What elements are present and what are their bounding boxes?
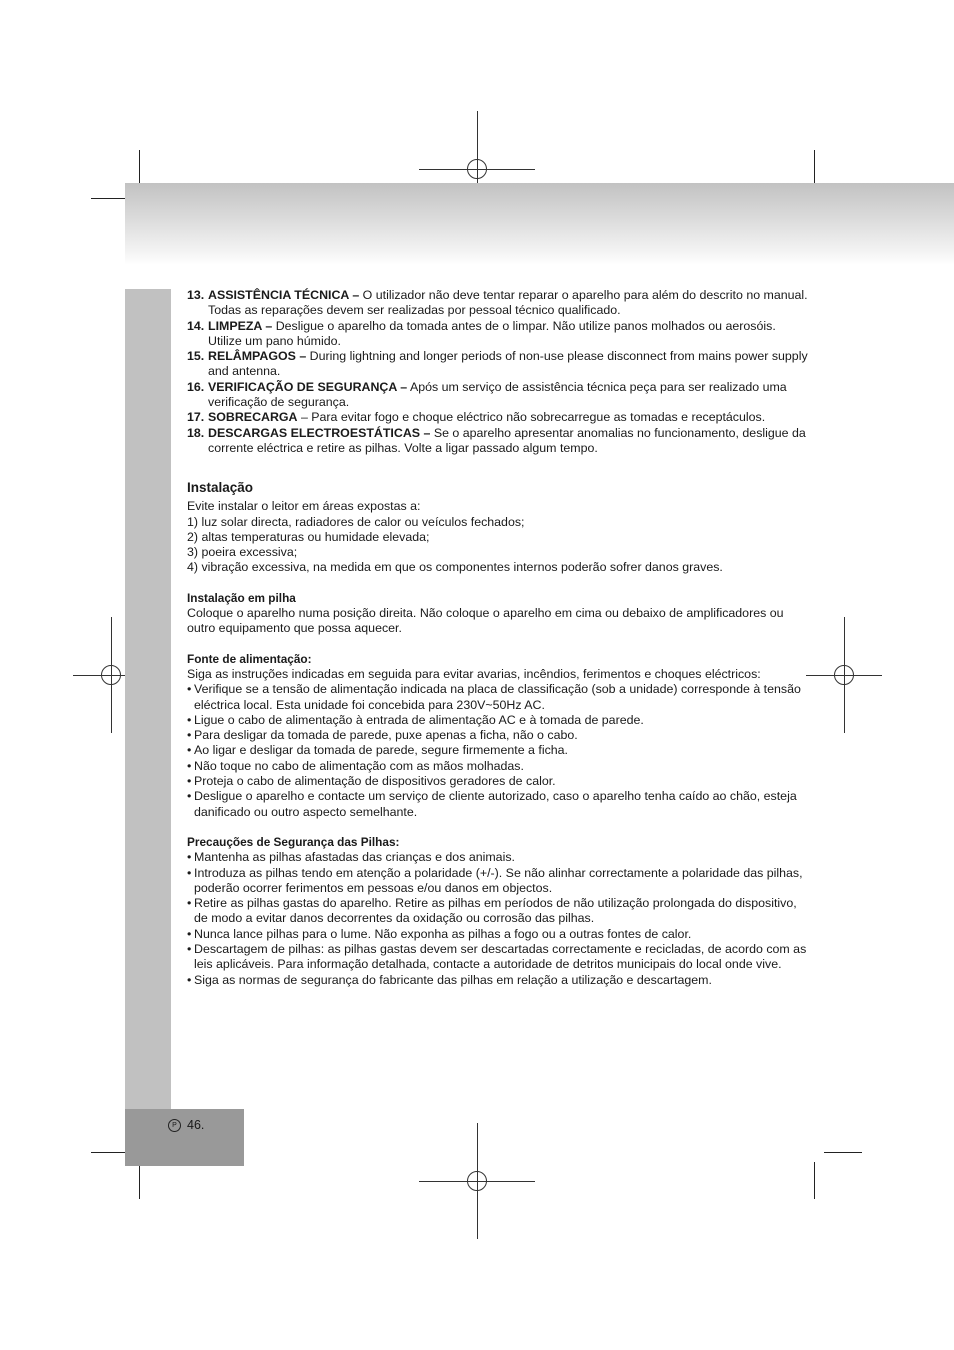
- registration-mark-bottom: [457, 1161, 497, 1201]
- stack-text: Coloque o aparelho numa posição direita. Não coloque o aparelho em cima ou debaixo de amplificadores ou outro equipamento que possa aquecer.: [187, 606, 784, 636]
- header-band: [125, 183, 954, 265]
- batteries-heading: Precauções de Segurança das Pilhas:: [187, 834, 400, 849]
- power-list: [187, 682, 809, 820]
- page-content: [187, 288, 809, 988]
- list-item: 2) altas temperaturas ou humidade elevada;: [187, 529, 430, 544]
- installation-heading: Instalação: [187, 480, 254, 496]
- list-item: • Verifique se a tensão de alimentação indicada na placa de classificação (sob a unidade) corresponde à tensão eléctrica local. Esta unidade foi concebida para 230V~50Hz AC.: [187, 682, 809, 713]
- list-item: • Ao ligar e desligar da tomada de parede, segure firmemente a ficha.: [187, 743, 809, 758]
- list-item: • Nunca lance pilhas para o lume. Não exponha as pilhas a fogo ou a outras fontes de calor.: [187, 927, 809, 942]
- power-intro: Siga as instruções indicadas em seguida para evitar avarias, incêndios, ferimentos e choques eléctricos:: [187, 666, 761, 681]
- batteries-list: [187, 850, 809, 988]
- list-item: 14. LIMPEZA – Desligue o aparelho da tomada antes de o limpar. Não utilize panos molhados ou aerosóis. Utilize um pano húmido.: [187, 318, 776, 348]
- list-item: 18. DESCARGAS ELECTROESTÁTICAS – Se o aparelho apresentar anomalias no funcionamento, desligue da corrente eléctrica e retire as pilhas. Volte a ligar passado algum tempo.: [187, 425, 806, 455]
- list-item: 16. VERIFICAÇÃO DE SEGURANÇA – Após um serviço de assistência técnica peça para ser realizado uma verificação de segurança.: [187, 379, 787, 410]
- list-item: • Ligue o cabo de alimentação à entrada de alimentação AC e à tomada de parede.: [187, 713, 809, 728]
- page-number-text: 46.: [187, 1118, 205, 1132]
- list-item: 1) luz solar directa, radiadores de calor ou veículos fechados;: [187, 514, 525, 529]
- crop-mark: [139, 1162, 140, 1199]
- list-item: 13. ASSISTÊNCIA TÉCNICA – O utilizador não deve tentar reparar o aparelho para além do descrito no manual. Todas as reparações devem ser realizadas por pessoal técnico qualificado.: [187, 288, 808, 318]
- list-item: • Retire as pilhas gastas do aparelho. Retire as pilhas em períodos de não utilização prolongada do dispositivo, de modo a evitar danos decorrentes da oxidação ou corrosão das pilhas.: [187, 896, 809, 927]
- installation-intro: Evite instalar o leitor em áreas expostas a:: [187, 499, 421, 514]
- side-bar: [125, 289, 171, 1109]
- list-item: • Não toque no cabo de alimentação com as mãos molhadas.: [187, 759, 809, 774]
- crop-mark: [814, 1162, 815, 1199]
- list-item: • Proteja o cabo de alimentação de dispositivos geradores de calor.: [187, 774, 809, 789]
- list-item: 3) poeira excessiva;: [187, 545, 298, 560]
- registration-mark-right: [824, 655, 864, 695]
- language-badge: P: [168, 1119, 181, 1132]
- list-item: • Desligue o aparelho e contacte um serviço de cliente autorizado, caso o aparelho tenha caído ao chão, esteja danificado ou outro aspecto semelhante.: [187, 789, 809, 820]
- list-item: • Introduza as pilhas tendo em atenção a polaridade (+/-). Se não alinhar correctamente a polaridade das pilhas, poderão ocorrer ferimentos em pessoas e/ou danos em objectos.: [187, 866, 809, 897]
- stack-heading: Instalação em pilha: [187, 590, 296, 605]
- installation-list: [187, 515, 809, 576]
- list-item: 4) vibração excessiva, na medida em que os componentes internos poderão sofrer danos graves.: [187, 560, 723, 575]
- list-item: 15. RELÂMPAGOS – During lightning and longer periods of non-use please disconnect from mains power supply and antenna.: [187, 349, 808, 379]
- list-item: • Mantenha as pilhas afastadas das crianças e dos animais.: [187, 850, 809, 865]
- page-number: [168, 1118, 204, 1132]
- crop-mark: [814, 150, 815, 187]
- list-item: • Descartagem de pilhas: as pilhas gastas devem ser descartadas correctamente e recicladas, de acordo com as leis aplicáveis. Para informação detalhada, contacte a autoridade de detritos municipais do local onde vive.: [187, 942, 809, 973]
- safety-list: [187, 288, 809, 456]
- list-item: • Siga as normas de segurança do fabricante das pilhas em relação a utilização e descartagem.: [187, 973, 809, 988]
- crop-mark: [824, 1152, 862, 1153]
- list-item: 17. SOBRECARGA – Para evitar fogo e choque eléctrico não sobrecarregue as tomadas e receptáculos.: [187, 410, 766, 425]
- power-heading: Fonte de alimentação:: [187, 651, 312, 666]
- list-item: • Para desligar da tomada de parede, puxe apenas a ficha, não o cabo.: [187, 728, 809, 743]
- crop-mark: [139, 150, 140, 187]
